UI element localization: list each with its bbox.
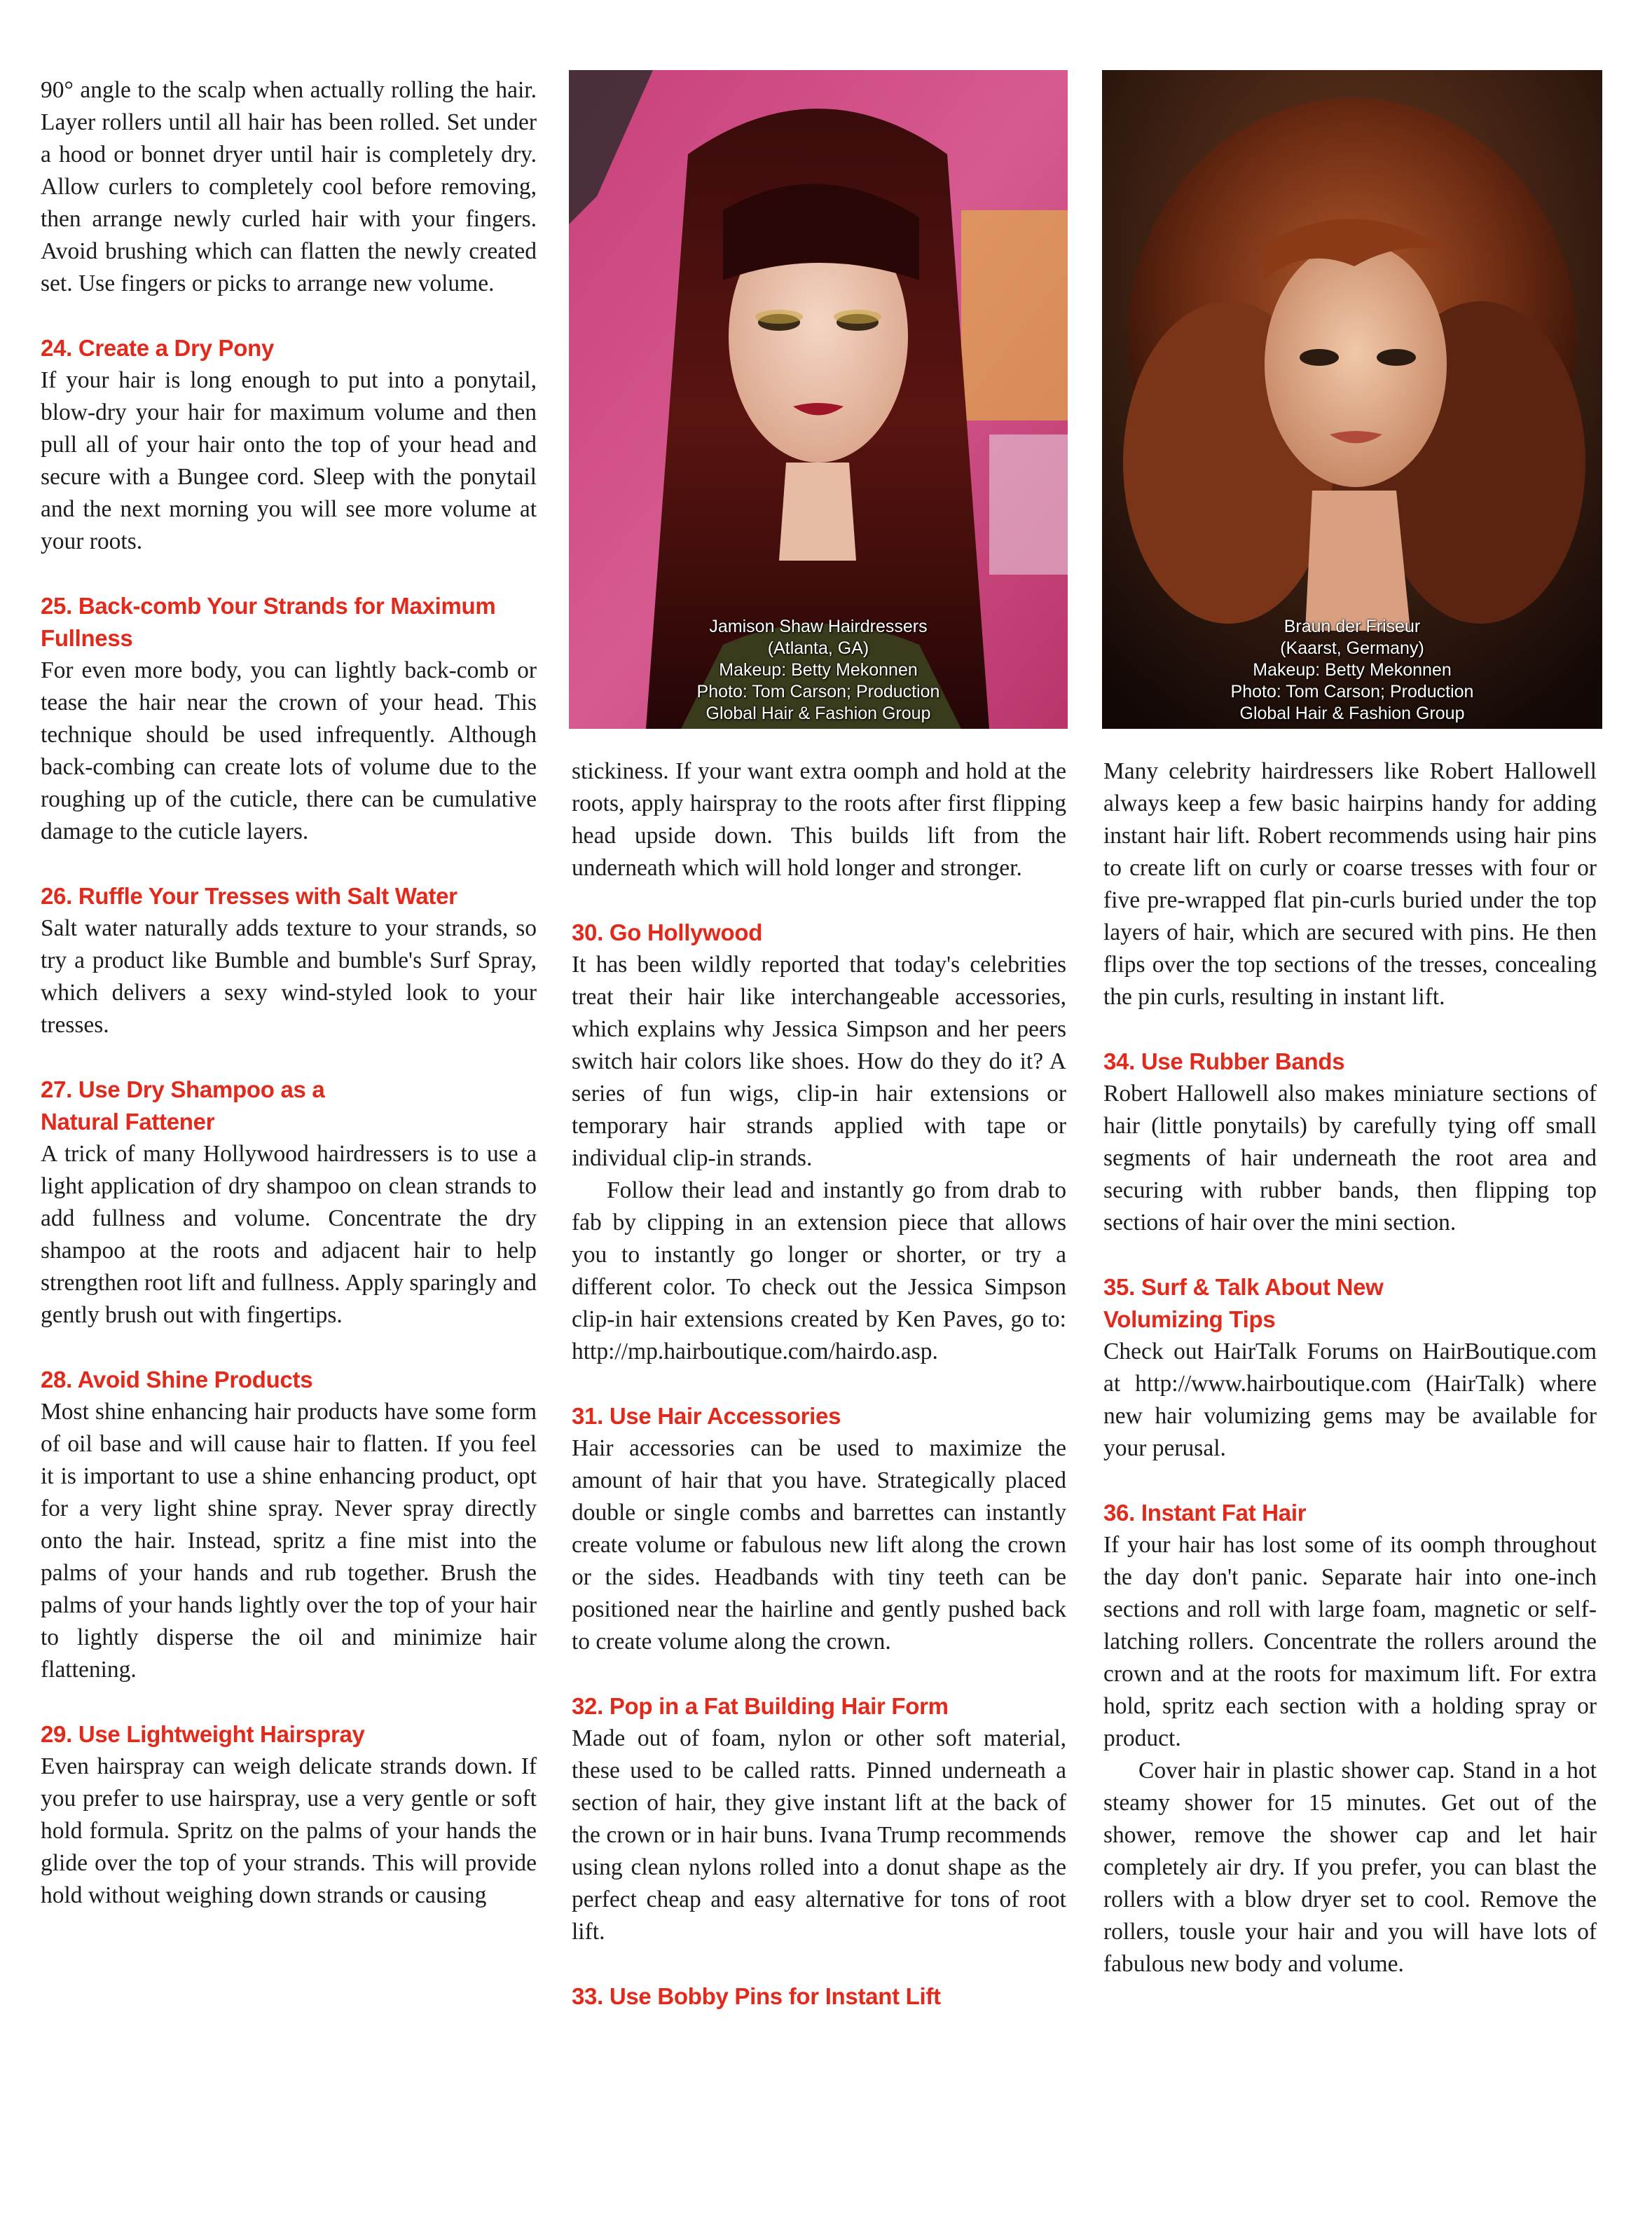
tip-35-title-line: Volumizing Tips	[1103, 1306, 1276, 1332]
tip-34-body: Robert Hallowell also makes miniature sections of hair (little ponytails) by carefully tying off small segments of hair underneath the root area and securing with rubber bands, then flipping top sections of hair over the mini section.	[1103, 1081, 1597, 1235]
tip-25-title	[41, 590, 537, 655]
col2-intro: stickiness. If your want extra oomph and hold at the roots, apply hairspray to the roots after first flipping head upside down. This builds lift from the underneath which will hold longer and stronger.	[572, 758, 1066, 881]
tip-29-title: 29. Use Lightweight Hairspray	[41, 1721, 365, 1747]
tip-27-title	[41, 1074, 537, 1138]
tip-29-body: Even hairspray can weigh delicate strands down. If you prefer to use hairspray, use a very gentle or soft hold formula. Spritz on the palms of your hands the glide over the top of your strands. This will provide hold without weighing down strands or causing	[41, 1753, 537, 1908]
tip-25-title-line: 25. Back-comb Your Strands for Maximum	[41, 593, 496, 619]
tip-32-title: 32. Pop in a Fat Building Hair Form	[572, 1693, 949, 1719]
tip-24-body: If your hair is long enough to put into a ponytail, blow-dry your hair for maximum volume and then pull all of your hair onto the top of your head and secure with a Bungee cord. Sleep with the ponytail and the next morning you will see more volume at your roots.	[41, 367, 537, 554]
photo-braun-der-friseur	[1102, 70, 1602, 729]
caption-line: Makeup: Betty Mekonnen	[1253, 660, 1452, 680]
caption-line: (Atlanta, GA)	[767, 638, 869, 658]
tip-36-title: 36. Instant Fat Hair	[1103, 1500, 1307, 1526]
caption-line: Photo: Tom Carson; Production	[1230, 682, 1474, 701]
tip-25-title-line: Fullness	[41, 625, 133, 651]
caption-line: Braun der Friseur	[1283, 617, 1421, 636]
tip-31-body: Hair accessories can be used to maximize the amount of hair that you have. Strategically placed double or single combs and barrettes can instantly create volume or fabulous new lift along the crown or the sides. Headbands with tiny teeth can be positioned near the hairline and gently pushed back to create volume along the crown.	[572, 1435, 1066, 1655]
tip-27-title-line: Natural Fattener	[41, 1109, 215, 1135]
tip-24-title: 24. Create a Dry Pony	[41, 335, 275, 361]
caption-line: (Kaarst, Germany)	[1280, 638, 1424, 658]
tip-30-body-2: Follow their lead and instantly go from drab to fab by clipping in an extension piece that allows you to instantly go longer or shorter, or try a different color. To check out the Jessica Simpson clip-in hair extensions created by Ken Paves, go to: http://mp.hairboutique.com/hairdo.asp.	[572, 1177, 1066, 1364]
tip-36-body: If your hair has lost some of its oomph throughout the day don't panic. Separate hair into one-inch sections and roll with large foam, magnetic or self-latching rollers. Concentrate the rollers around the crown and at the roots for maximum lift. For extra hold, spritz each section with a holding spray or product.	[1103, 1532, 1597, 1751]
caption-line: Photo: Tom Carson; Production	[696, 682, 940, 701]
photo-caption-1	[569, 616, 1068, 725]
tip-33-title: 33. Use Bobby Pins for Instant Lift	[572, 1983, 941, 2009]
photo-jamison-shaw	[569, 70, 1068, 729]
tip-30-body: It has been wildly reported that today's celebrities treat their hair like interchangeable accessories, which explains why Jessica Simpson and her peers switch hair colors like shoes. How do they do it? A series of fun wigs, clip-in hair extensions or temporary hair strands applied with tape or individual clip-in strands.	[572, 952, 1066, 1171]
column-3	[1103, 755, 1597, 1980]
tip-27-title-line: 27. Use Dry Shampoo as a	[41, 1076, 325, 1102]
column-1	[41, 74, 537, 1912]
tip-25-body: For even more body, you can lightly back-comb or tease the hair near the crown of your head. This technique should be used infrequently. Although back-combing can create lots of volume due to the roughing up of the cuticle, there can be cumulative damage to the cuticle layers.	[41, 657, 537, 844]
caption-line: Jamison Shaw Hairdressers	[709, 617, 928, 636]
caption-line: Makeup: Betty Mekonnen	[719, 660, 918, 680]
caption-line: Global Hair & Fashion Group	[1239, 704, 1465, 723]
tip-26-body: Salt water naturally adds texture to your strands, so try a product like Bumble and bumble's Surf Spray, which delivers a sexy wind-styled look to your tresses.	[41, 915, 537, 1038]
caption-line: Global Hair & Fashion Group	[705, 704, 931, 723]
col1-intro: 90° angle to the scalp when actually rolling the hair. Layer rollers until all hair has been rolled. Set under a hood or bonnet dryer until hair is completely dry. Allow curlers to completely cool before removing, then arrange newly curled hair with your fingers. Avoid brushing which can flatten the newly created set. Use fingers or picks to arrange new volume.	[41, 77, 537, 296]
tip-28-title: 28. Avoid Shine Products	[41, 1367, 313, 1392]
tip-31-title: 31. Use Hair Accessories	[572, 1403, 841, 1429]
tip-26-title: 26. Ruffle Your Tresses with Salt Water	[41, 883, 457, 909]
tip-35-body: Check out HairTalk Forums on HairBoutique.com at http://www.hairboutique.com (HairTalk) where new hair volumizing gems may be available for your perusal.	[1103, 1339, 1597, 1461]
photo-caption-2	[1102, 616, 1602, 725]
col3-intro: Many celebrity hairdressers like Robert Hallowell always keep a few basic hairpins handy for adding instant hair lift. Robert recommends using hair pins to create lift on curly or coarse tresses with four or five pre-wrapped flat pin-curls buried under the top layers of hair, which are secured with pins. He then flips over the top sections of the tresses, concealing the pin curls, resulting in instant lift.	[1103, 758, 1597, 1010]
tip-30-title: 30. Go Hollywood	[572, 919, 763, 945]
tip-36-body-2: Cover hair in plastic shower cap. Stand in a hot steamy shower for 15 minutes. Get out of the shower, remove the shower cap and let hair completely air dry. If you prefer, you can blast the rollers with a blow dryer set to cool. Remove the rollers, tousle your hair and you will have lots of fabulous new body and volume.	[1103, 1758, 1597, 1977]
tip-35-title	[1103, 1271, 1597, 1336]
column-2	[572, 755, 1066, 2013]
tip-35-title-line: 35. Surf & Talk About New	[1103, 1274, 1384, 1300]
tip-34-title: 34. Use Rubber Bands	[1103, 1048, 1345, 1074]
tip-32-body: Made out of foam, nylon or other soft material, these used to be called ratts. Pinned underneath a section of hair, they give instant lift at the back of the crown or in hair buns. Ivana Trump recommends using clean nylons rolled into a donut shape as the perfect cheap and easy alternative for tons of root lift.	[572, 1725, 1066, 1945]
tip-28-body: Most shine enhancing hair products have some form of oil base and will cause hair to flatten. If you feel it is important to use a shine enhancing product, opt for a very light shine spray. Never spray directly onto the hair. Instead, spritz a fine mist into the palms of your hands and rub together. Brush the palms of your hands lightly over the top of your hair to lightly disperse the oil and minimize hair flattening.	[41, 1399, 537, 1683]
tip-27-body: A trick of many Hollywood hairdressers is to use a light application of dry shampoo on clean strands to add fullness and volume. Concentrate the dry shampoo at the roots and adjacent hair to help strengthen root lift and fullness. Apply sparingly and gently brush out with fingertips.	[41, 1141, 537, 1328]
